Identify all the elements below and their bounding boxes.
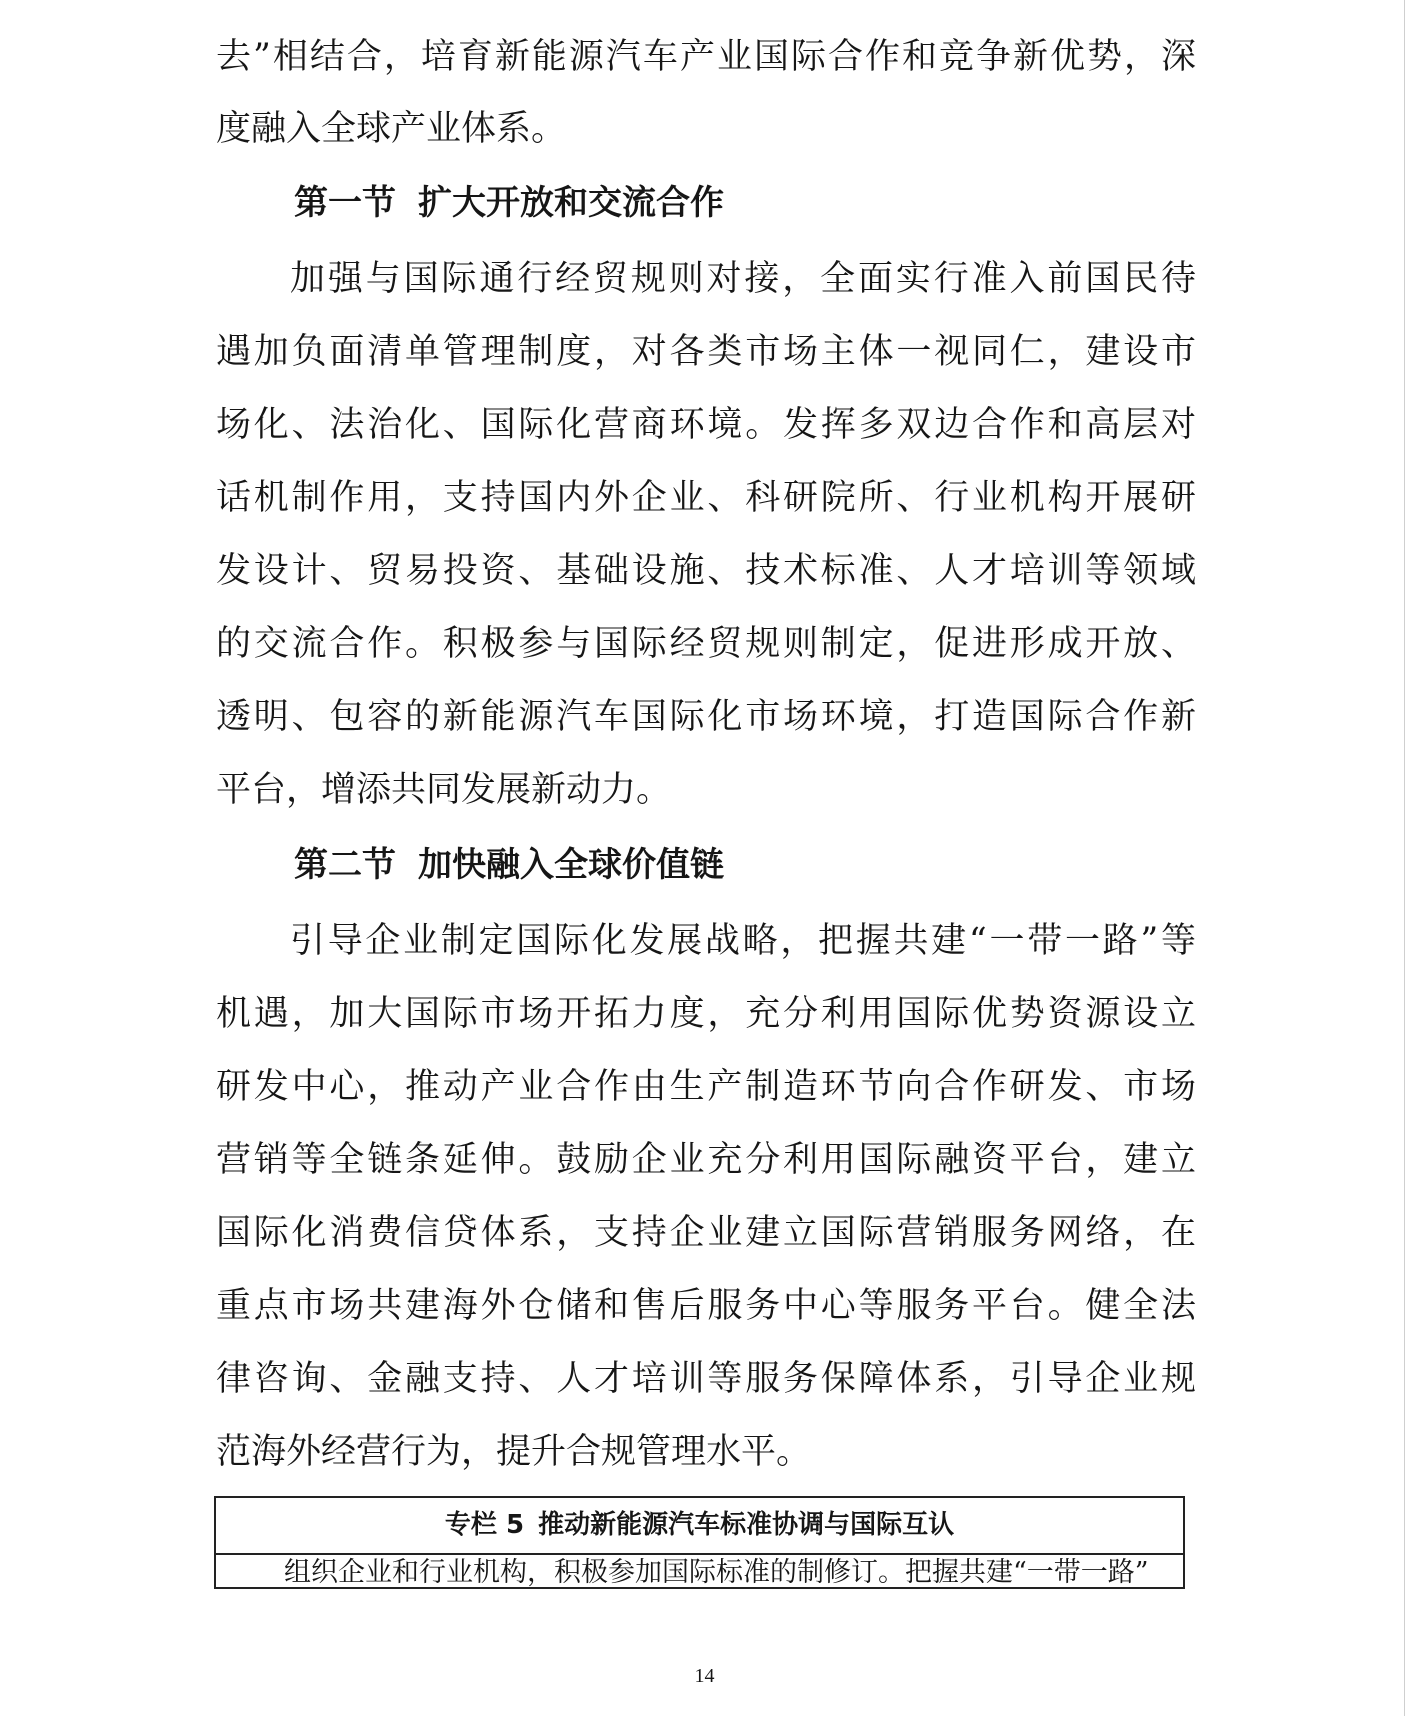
section-1-line-6: 的交流合作。积极参与国际经贸规则制定，促进形成开放、 (216, 624, 1196, 664)
section-1-number: 第一节 (294, 183, 396, 223)
section-2-number: 第二节 (294, 845, 396, 885)
section-1-heading (294, 167, 724, 239)
section-2-line-4: 营销等全链条延伸。鼓励企业充分利用国际融资平台，建立 (216, 1140, 1196, 1180)
section-2-line-8: 范海外经营行为，提升合规管理水平。 (216, 1432, 812, 1472)
special-column-box (214, 1496, 1185, 1589)
special-column-title: 推动新能源汽车标准协调与国际互认 (538, 1510, 955, 1540)
section-2-line-2: 机遇，加大国际市场开拓力度，充分利用国际优势资源设立 (216, 994, 1196, 1034)
intro-line-1: 去”相结合，培育新能源汽车产业国际合作和竞争新优势，深 (216, 37, 1196, 77)
section-2-title: 加快融入全球价值链 (418, 845, 724, 885)
section-1-line-1: 加强与国际通行经贸规则对接，全面实行准入前国民待 (290, 259, 1196, 299)
section-1-line-4: 话机制作用，支持国内外企业、科研院所、行业机构开展研 (216, 478, 1196, 518)
special-column-title-row (216, 1498, 1183, 1555)
section-2-line-6: 重点市场共建海外仓储和售后服务中心等服务平台。健全法 (216, 1286, 1196, 1326)
scan-edge-line (1404, 0, 1405, 1716)
section-1-line-5: 发设计、贸易投资、基础设施、技术标准、人才培训等领域 (216, 551, 1196, 591)
section-2-line-3: 研发中心，推动产业合作由生产制造环节向合作研发、市场 (216, 1067, 1196, 1107)
special-column-body: 组织企业和行业机构，积极参加国际标准的制修订。把握共建“一带一路” (284, 1557, 1149, 1588)
section-2-line-7: 律咨询、金融支持、人才培训等服务保障体系，引导企业规 (216, 1359, 1196, 1399)
section-2-line-1: 引导企业制定国际化发展战略，把握共建“一带一路”等 (290, 921, 1196, 961)
page-number: 14 (694, 1665, 715, 1687)
section-1-line-7: 透明、包容的新能源汽车国际化市场环境，打造国际合作新 (216, 697, 1196, 737)
special-column-label: 专栏 5 (444, 1510, 525, 1540)
section-1-line-3: 场化、法治化、国际化营商环境。发挥多双边合作和高层对 (216, 405, 1196, 445)
section-1-line-2: 遇加负面清单管理制度，对各类市场主体一视同仁，建设市 (216, 332, 1196, 372)
section-1-title: 扩大开放和交流合作 (418, 183, 724, 223)
section-2-heading (294, 829, 724, 901)
section-1-line-8: 平台，增添共同发展新动力。 (216, 770, 672, 810)
intro-line-2: 度融入全球产业体系。 (216, 109, 567, 149)
section-2-line-5: 国际化消费信贷体系，支持企业建立国际营销服务网络，在 (216, 1213, 1196, 1253)
